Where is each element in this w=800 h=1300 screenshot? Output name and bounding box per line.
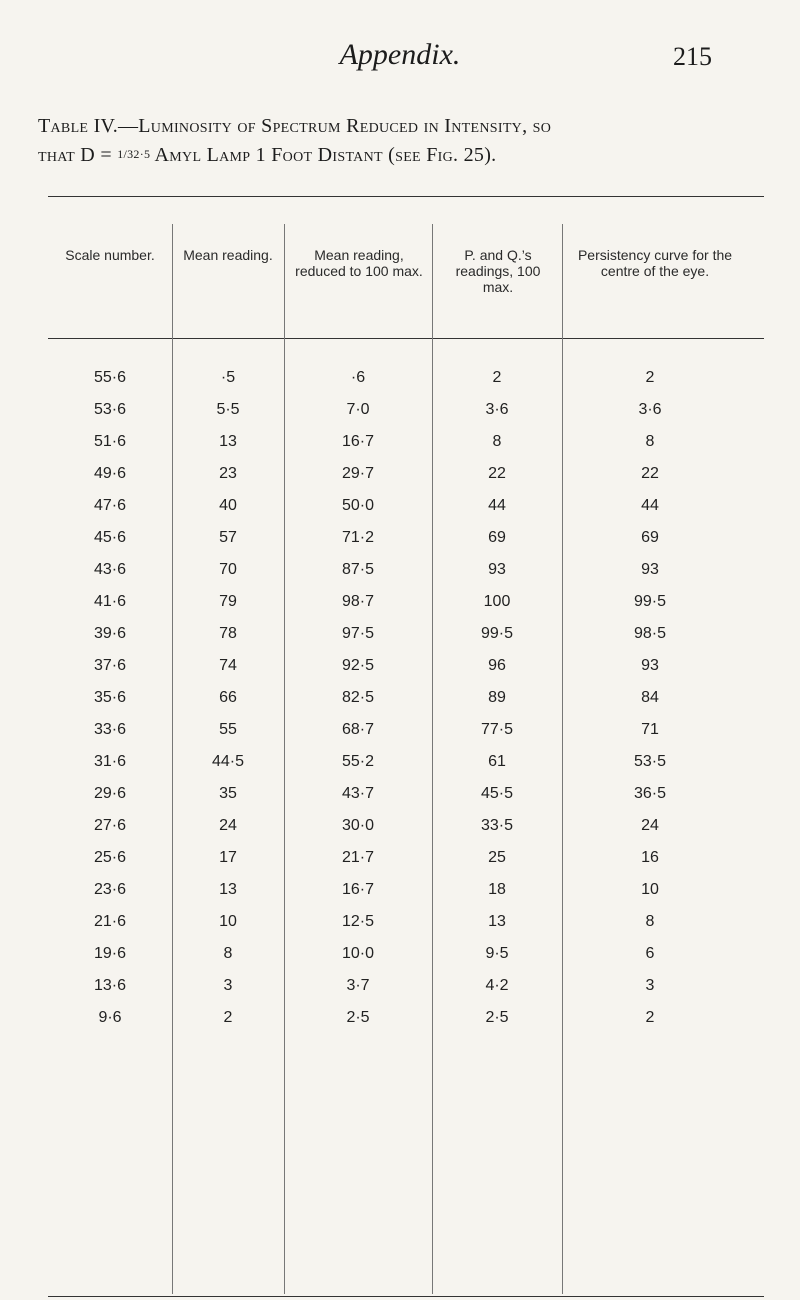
cell-persistency-value: 22 — [641, 465, 659, 482]
cell-mean-reading-reduced: 97·5 — [341, 625, 375, 642]
cell-scale-number: 53·6 — [93, 401, 127, 418]
header-scale-number: Scale number. — [65, 247, 155, 263]
table-row — [48, 426, 764, 458]
cell-mean-reading-reduced: 16·7 — [341, 881, 375, 898]
cell-scale-number: 35·6 — [93, 689, 127, 706]
table-caption — [38, 112, 758, 169]
cell-mean-reading: 10 — [219, 913, 237, 930]
cell-pq-reading: 4·2 — [485, 977, 509, 994]
cell-scale-number: 19·6 — [93, 945, 127, 962]
table-row — [48, 650, 764, 682]
cell-mean-reading: 70 — [219, 561, 237, 578]
caption-prefix: that D = — [38, 144, 118, 166]
cell-persistency-value: 93 — [641, 657, 659, 674]
table-row — [48, 970, 764, 1002]
cell-scale-number: 45·6 — [93, 529, 127, 546]
cell-mean-reading-reduced: ·6 — [350, 369, 366, 386]
caption-fraction: 1/32·5 — [117, 147, 151, 161]
cell-mean-reading: 57 — [219, 529, 237, 546]
cell-mean-reading: 3 — [223, 977, 233, 994]
cell-scale-number: 51·6 — [93, 433, 127, 450]
cell-scale-number: 29·6 — [93, 785, 127, 802]
cell-mean-reading: ·5 — [220, 369, 236, 386]
cell-scale-number: 9·6 — [98, 1009, 122, 1026]
cell-persistency-value: 3 — [645, 977, 655, 994]
cell-mean-reading: 79 — [219, 593, 237, 610]
cell-scale-number: 49·6 — [93, 465, 127, 482]
table-row — [48, 490, 764, 522]
cell-mean-reading-reduced: 71·2 — [341, 529, 375, 546]
cell-persistency-value: 69 — [641, 529, 659, 546]
cell-persistency-value: 84 — [641, 689, 659, 706]
cell-mean-reading-reduced: 30·0 — [341, 817, 375, 834]
table-row — [48, 778, 764, 810]
table-row — [48, 714, 764, 746]
cell-scale-number: 13·6 — [93, 977, 127, 994]
header-bottom-rule — [48, 338, 764, 339]
cell-pq-reading: 22 — [488, 465, 506, 482]
cell-pq-reading: 61 — [488, 753, 506, 770]
page-number: 215 — [673, 42, 712, 71]
cell-scale-number: 39·6 — [93, 625, 127, 642]
running-head — [0, 38, 800, 78]
cell-pq-reading: 45·5 — [480, 785, 514, 802]
cell-scale-number: 43·6 — [93, 561, 127, 578]
table-row — [48, 618, 764, 650]
cell-mean-reading-reduced: 21·7 — [341, 849, 375, 866]
cell-persistency-value: 6 — [645, 945, 655, 962]
cell-mean-reading: 74 — [219, 657, 237, 674]
table-top-rule — [48, 196, 764, 197]
cell-persistency-value: 8 — [645, 433, 655, 450]
cell-persistency-value: 44 — [641, 497, 659, 514]
cell-persistency-value: 2 — [645, 1009, 655, 1026]
cell-persistency-value: 10 — [641, 881, 659, 898]
cell-pq-reading: 77·5 — [480, 721, 514, 738]
cell-mean-reading-reduced: 82·5 — [341, 689, 375, 706]
cell-mean-reading: 13 — [219, 433, 237, 450]
cell-scale-number: 25·6 — [93, 849, 127, 866]
cell-mean-reading-reduced: 87·5 — [341, 561, 375, 578]
cell-scale-number: 41·6 — [93, 593, 127, 610]
cell-mean-reading-reduced: 7·0 — [346, 401, 370, 418]
cell-pq-reading: 96 — [488, 657, 506, 674]
cell-mean-reading: 23 — [219, 465, 237, 482]
cell-pq-reading: 25 — [488, 849, 506, 866]
cell-scale-number: 33·6 — [93, 721, 127, 738]
cell-persistency-value: 3·6 — [638, 401, 662, 418]
cell-mean-reading: 78 — [219, 625, 237, 642]
table-row — [48, 938, 764, 970]
table-row — [48, 362, 764, 394]
cell-scale-number: 31·6 — [93, 753, 127, 770]
cell-mean-reading: 35 — [219, 785, 237, 802]
caption-line-1: Table IV.—Luminosity of Spectrum Reduced in Intensity, so — [38, 115, 552, 137]
table-row — [48, 554, 764, 586]
cell-mean-reading: 55 — [219, 721, 237, 738]
cell-scale-number: 27·6 — [93, 817, 127, 834]
table-row — [48, 394, 764, 426]
cell-mean-reading-reduced: 92·5 — [341, 657, 375, 674]
cell-mean-reading-reduced: 2·5 — [346, 1009, 370, 1026]
cell-scale-number: 55·6 — [93, 369, 127, 386]
table-row — [48, 682, 764, 714]
cell-pq-reading: 3·6 — [485, 401, 509, 418]
cell-mean-reading-reduced: 12·5 — [341, 913, 375, 930]
cell-pq-reading: 100 — [483, 593, 511, 610]
cell-persistency-value: 2 — [645, 369, 655, 386]
cell-persistency-value: 98·5 — [633, 625, 667, 642]
table-row — [48, 842, 764, 874]
cell-pq-reading: 13 — [488, 913, 506, 930]
cell-mean-reading-reduced: 55·2 — [341, 753, 375, 770]
cell-pq-reading: 99·5 — [480, 625, 514, 642]
table-row — [48, 810, 764, 842]
cell-pq-reading: 89 — [488, 689, 506, 706]
cell-persistency-value: 53·5 — [633, 753, 667, 770]
cell-mean-reading-reduced: 16·7 — [341, 433, 375, 450]
cell-pq-reading: 18 — [488, 881, 506, 898]
cell-pq-reading: 8 — [492, 433, 502, 450]
cell-scale-number: 21·6 — [93, 913, 127, 930]
header-mean-reading: Mean reading. — [183, 247, 273, 263]
cell-pq-reading: 44 — [488, 497, 506, 514]
table-row — [48, 906, 764, 938]
cell-pq-reading: 2·5 — [485, 1009, 509, 1026]
cell-pq-reading: 9·5 — [485, 945, 509, 962]
caption-suffix: Amyl Lamp 1 Foot Distant (see Fig. 25). — [150, 144, 497, 166]
cell-persistency-value: 24 — [641, 817, 659, 834]
cell-mean-reading: 66 — [219, 689, 237, 706]
cell-persistency-value: 71 — [641, 721, 659, 738]
cell-scale-number: 47·6 — [93, 497, 127, 514]
cell-mean-reading-reduced: 29·7 — [341, 465, 375, 482]
cell-mean-reading-reduced: 3·7 — [346, 977, 370, 994]
table-row — [48, 1002, 764, 1034]
cell-mean-reading-reduced: 50·0 — [341, 497, 375, 514]
cell-mean-reading: 44·5 — [211, 753, 245, 770]
header-mean-reading-reduced: Mean reading, reduced to 100 max. — [295, 247, 423, 279]
cell-mean-reading: 13 — [219, 881, 237, 898]
cell-mean-reading: 24 — [219, 817, 237, 834]
cell-mean-reading-reduced: 98·7 — [341, 593, 375, 610]
cell-mean-reading: 17 — [219, 849, 237, 866]
header-persistency-curve: Persistency curve for the centre of the eye. — [577, 247, 733, 279]
cell-mean-reading: 2 — [223, 1009, 233, 1026]
cell-mean-reading-reduced: 43·7 — [341, 785, 375, 802]
cell-scale-number: 23·6 — [93, 881, 127, 898]
cell-persistency-value: 36·5 — [633, 785, 667, 802]
cell-persistency-value: 93 — [641, 561, 659, 578]
table-row — [48, 522, 764, 554]
cell-mean-reading: 8 — [223, 945, 233, 962]
cell-persistency-value: 99·5 — [633, 593, 667, 610]
table-bottom-rule — [48, 1296, 764, 1297]
cell-persistency-value: 16 — [641, 849, 659, 866]
cell-pq-reading: 93 — [488, 561, 506, 578]
cell-mean-reading: 5·5 — [216, 401, 240, 418]
table-row — [48, 458, 764, 490]
cell-mean-reading: 40 — [219, 497, 237, 514]
cell-scale-number: 37·6 — [93, 657, 127, 674]
table-row — [48, 586, 764, 618]
cell-mean-reading-reduced: 10·0 — [341, 945, 375, 962]
table-row — [48, 746, 764, 778]
header-pq-readings: P. and Q.’s readings, 100 max. — [455, 247, 541, 295]
cell-pq-reading: 2 — [492, 369, 502, 386]
table-row — [48, 874, 764, 906]
cell-mean-reading-reduced: 68·7 — [341, 721, 375, 738]
running-title: Appendix. — [339, 38, 461, 71]
caption-line-2 — [38, 140, 758, 169]
cell-pq-reading: 33·5 — [480, 817, 514, 834]
cell-pq-reading: 69 — [488, 529, 506, 546]
cell-persistency-value: 8 — [645, 913, 655, 930]
